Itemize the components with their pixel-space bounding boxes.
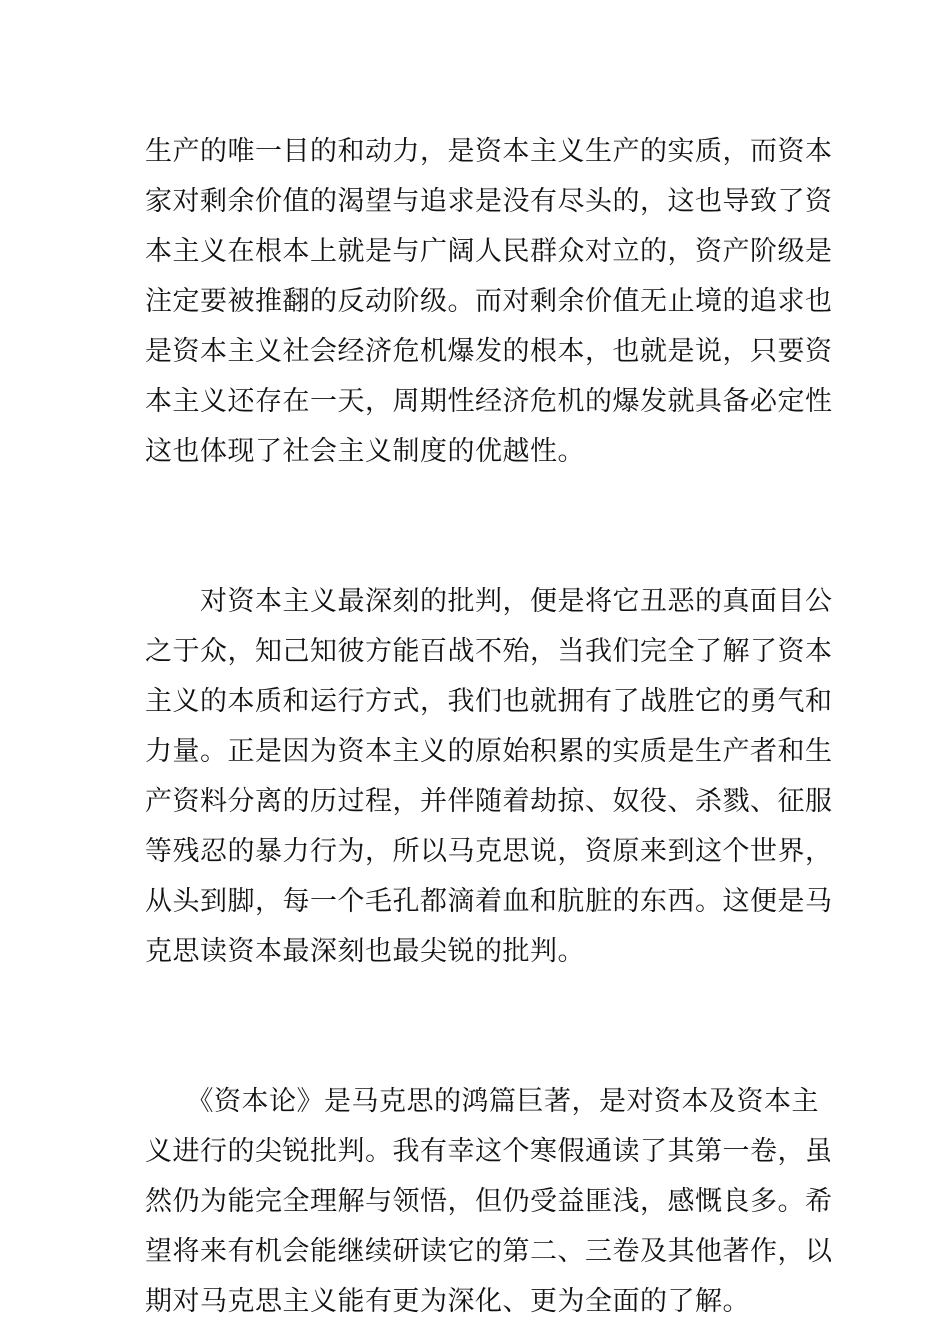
- text-line: 等残忍的暴力行为，所以马克思说，资原来到这个世界，: [145, 836, 833, 867]
- text-line: 注定要被推翻的反动阶级。而对剩余价值无止境的追求也: [145, 286, 833, 317]
- paragraph-1: [145, 127, 833, 477]
- text-line: 对资本主义最深刻的批判，便是将它丑恶的真面目公: [145, 586, 833, 617]
- paragraph-2: [145, 577, 833, 977]
- text-line: 主义的本质和运行方式，我们也就拥有了战胜它的勇气和: [145, 686, 833, 717]
- text-line: 克思读资本最深刻也最尖锐的批判。: [145, 936, 585, 967]
- text-line: 期对马克思主义能有更为深化、更为全面的了解。: [145, 1286, 750, 1317]
- text-line: 望将来有机会能继续研读它的第二、三卷及其他著作，以: [145, 1236, 833, 1267]
- paragraph-spacer: [145, 477, 815, 577]
- text-line: 是资本主义社会经济危机爆发的根本，也就是说，只要资: [145, 336, 833, 367]
- text-line: 《资本论》是马克思的鸿篇巨著，是对资本及资本主: [145, 1086, 819, 1117]
- document-body: [145, 127, 833, 1327]
- text-line: 然仍为能完全理解与领悟，但仍受益匪浅，感慨良多。希: [145, 1186, 833, 1217]
- paragraph-3: [145, 1077, 833, 1327]
- text-line: 这也体现了社会主义制度的优越性。: [145, 436, 585, 467]
- text-line: 力量。正是因为资本主义的原始积累的实质是生产者和生: [145, 736, 833, 767]
- text-line: 产资料分离的历过程，并伴随着劫掠、奴役、杀戮、征服: [145, 786, 833, 817]
- text-line: 家对剩余价值的渴望与追求是没有尽头的，这也导致了资: [145, 186, 833, 217]
- text-line: 义进行的尖锐批判。我有幸这个寒假通读了其第一卷，虽: [145, 1136, 833, 1167]
- text-line: 生产的唯一目的和动力，是资本主义生产的实质，而资本: [145, 136, 833, 167]
- text-line: 本主义还存在一天，周期性经济危机的爆发就具备必定性: [145, 386, 833, 417]
- text-line: 之于众，知己知彼方能百战不殆，当我们完全了解了资本: [145, 636, 833, 667]
- paragraph-spacer: [145, 977, 815, 1077]
- text-line: 从头到脚，每一个毛孔都滴着血和肮脏的东西。这便是马: [145, 886, 833, 917]
- text-line: 本主义在根本上就是与广阔人民群众对立的，资产阶级是: [145, 236, 833, 267]
